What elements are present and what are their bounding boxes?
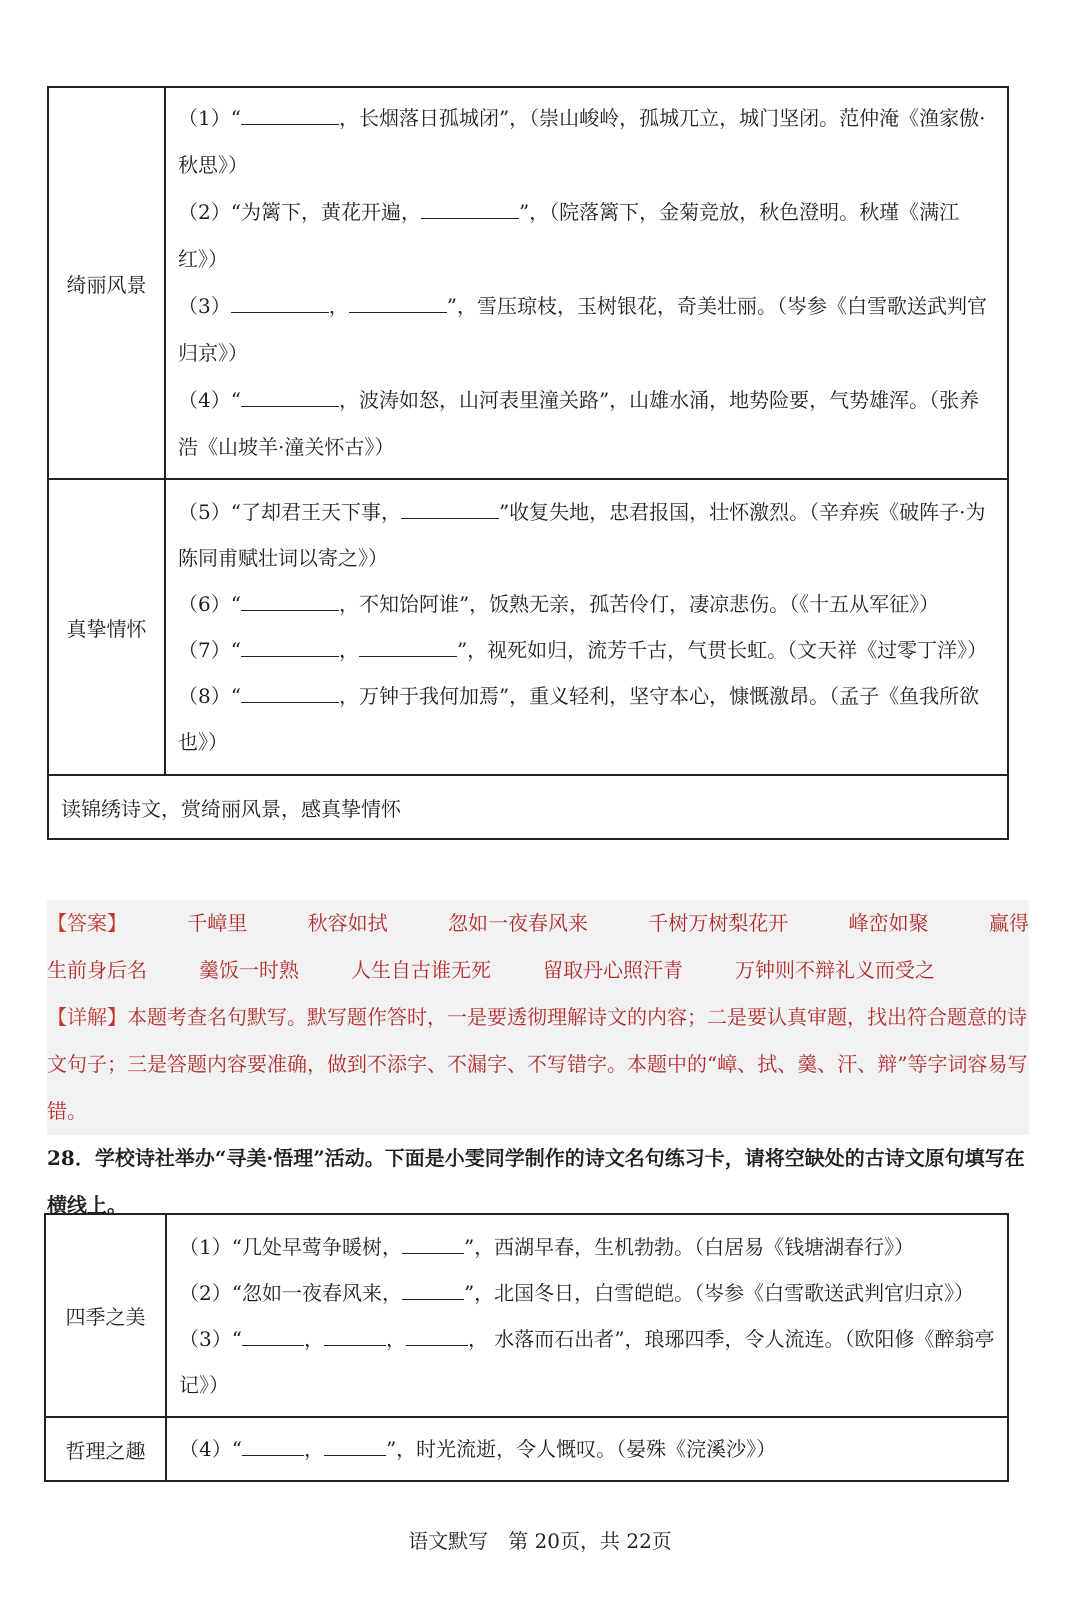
answer-item: 人生自古谁无死 xyxy=(351,958,491,982)
category-cell: 真挚情怀 xyxy=(48,479,165,775)
answer-item: 千嶂里 xyxy=(187,911,248,935)
list-item: （2）“为篱下，黄花开遍， ”，（院落篱下，金菊竞放，秋色澄明。秋瑾《满江红》） xyxy=(178,200,960,271)
answer-item: 生前身后名 xyxy=(47,958,147,982)
fill-blank[interactable] xyxy=(242,1435,304,1456)
answer-item: 万钟则不辩礼义而受之 xyxy=(735,958,935,982)
list-item: （4）“ ， ”，时光流逝，令人慨叹。（晏殊《浣溪沙》） xyxy=(179,1436,777,1461)
category-cell: 四季之美 xyxy=(45,1214,166,1417)
answer-item: 赢得 xyxy=(988,911,1029,935)
answer-row-2 xyxy=(47,947,1029,994)
answer-item: 羹饭一时熟 xyxy=(199,958,299,982)
fill-blank[interactable] xyxy=(406,1325,468,1346)
category-cell: 哲理之趣 xyxy=(45,1417,166,1481)
answer-item: 忽如一夜春风来 xyxy=(447,911,588,935)
detail-label: 【详解】 xyxy=(47,1005,127,1029)
list-item: （1）“ ，长烟落日孤城闭”，（崇山峻岭，孤城兀立，城门坚闭。范仲淹《渔家傲·秋思》） xyxy=(178,106,986,177)
list-item: （1）“几处早莺争暖树， ”，西湖早春，生机勃勃。（白居易《钱塘湖春行》） xyxy=(179,1234,915,1259)
fill-blank[interactable] xyxy=(359,636,457,657)
table-row xyxy=(48,479,1008,775)
list-item: （4）“ ，波涛如怒，山河表里潼关路”，山雄水涌，地势险要，气势雄浑。（张养浩《山坡羊·潼关怀古》） xyxy=(178,388,980,459)
list-item: （6）“ ，不知饴阿谁”，饭熟无亲，孤苦伶仃，凄凉悲伤。（《十五从军征》） xyxy=(178,592,940,616)
fill-blank[interactable] xyxy=(241,386,339,407)
answer-item: 峰峦如聚 xyxy=(848,911,929,935)
poetry-table-1 xyxy=(47,86,1009,840)
answer-item: 留取丹心照汗青 xyxy=(543,958,683,982)
table-row xyxy=(48,775,1008,839)
fill-blank[interactable] xyxy=(241,636,339,657)
fill-blank[interactable] xyxy=(324,1325,386,1346)
fill-blank[interactable] xyxy=(402,1279,464,1300)
fill-blank[interactable] xyxy=(241,104,339,125)
page-footer: 语文默写 第 20页，共 22页 xyxy=(408,1529,672,1553)
fill-blank[interactable] xyxy=(324,1435,386,1456)
table-row xyxy=(45,1214,1008,1417)
fill-blank[interactable] xyxy=(241,590,339,611)
fill-blank[interactable] xyxy=(242,1325,304,1346)
answer-item: 秋容如拭 xyxy=(307,911,388,935)
list-item: （3）“ ， ， ， 水落而石出者”，琅琊四季，令人流连。（欧阳修《醉翁亭记》） xyxy=(179,1326,995,1397)
question-28: 28．学校诗社举办“寻美·悟理”活动。下面是小雯同学制作的诗文名句练习卡，请将空缺处的古诗文原句填写在横线上。 xyxy=(47,1146,1025,1217)
list-item: （5）“了却君王天下事， ”收复失地，忠君报国，壮怀激烈。（辛弃疾《破阵子·为陈同甫赋壮词以寄之》） xyxy=(178,500,986,570)
slogan-cell: 读锦绣诗文，赏绮丽风景，感真挚情怀 xyxy=(48,775,1008,839)
category-cell: 绮丽风景 xyxy=(48,87,165,479)
content-cell xyxy=(165,479,1008,775)
answer-item: 千树万树梨花开 xyxy=(648,911,789,935)
fill-blank[interactable] xyxy=(421,198,519,219)
table-row xyxy=(45,1417,1008,1481)
list-item: （7）“ ， ”，视死如归，流芳千古，气贯长虹。（文天祥《过零丁洋》） xyxy=(178,638,988,662)
fill-blank[interactable] xyxy=(231,292,329,313)
answer-label: 【答案】 xyxy=(47,911,127,935)
answer-row-1 xyxy=(47,900,1029,947)
content-cell xyxy=(166,1214,1008,1417)
fill-blank[interactable] xyxy=(401,498,499,519)
answer-block xyxy=(47,900,1029,1135)
fill-blank[interactable] xyxy=(402,1233,464,1254)
detail-text: 【详解】本题考查名句默写。默写题作答时，一是要透彻理解诗文的内容；二是要认真审题，找出符合题意的诗文句子；三是答题内容要准确，做到不添字、不漏字、不写错字。本题中的“嶂、拭、羹、汗、辩”等字词容易写错。 xyxy=(47,1005,1028,1123)
fill-blank[interactable] xyxy=(349,292,447,313)
list-item: （3） ， ”，雪压琼枝，玉树银花，奇美壮丽。（岑参《白雪歌送武判官归京》） xyxy=(178,294,987,365)
list-item: （2）“忽如一夜春风来， ”，北国冬日，白雪皑皑。（岑参《白雪歌送武判官归京》） xyxy=(179,1280,975,1305)
fill-blank[interactable] xyxy=(241,682,339,703)
content-cell xyxy=(165,87,1008,479)
list-item: （8）“ ，万钟于我何加焉”，重义轻利，坚守本心，慷慨激昂。（孟子《鱼我所欲也》） xyxy=(178,684,980,754)
table-row xyxy=(48,87,1008,479)
poetry-table-2 xyxy=(44,1213,1009,1482)
content-cell xyxy=(166,1417,1008,1481)
